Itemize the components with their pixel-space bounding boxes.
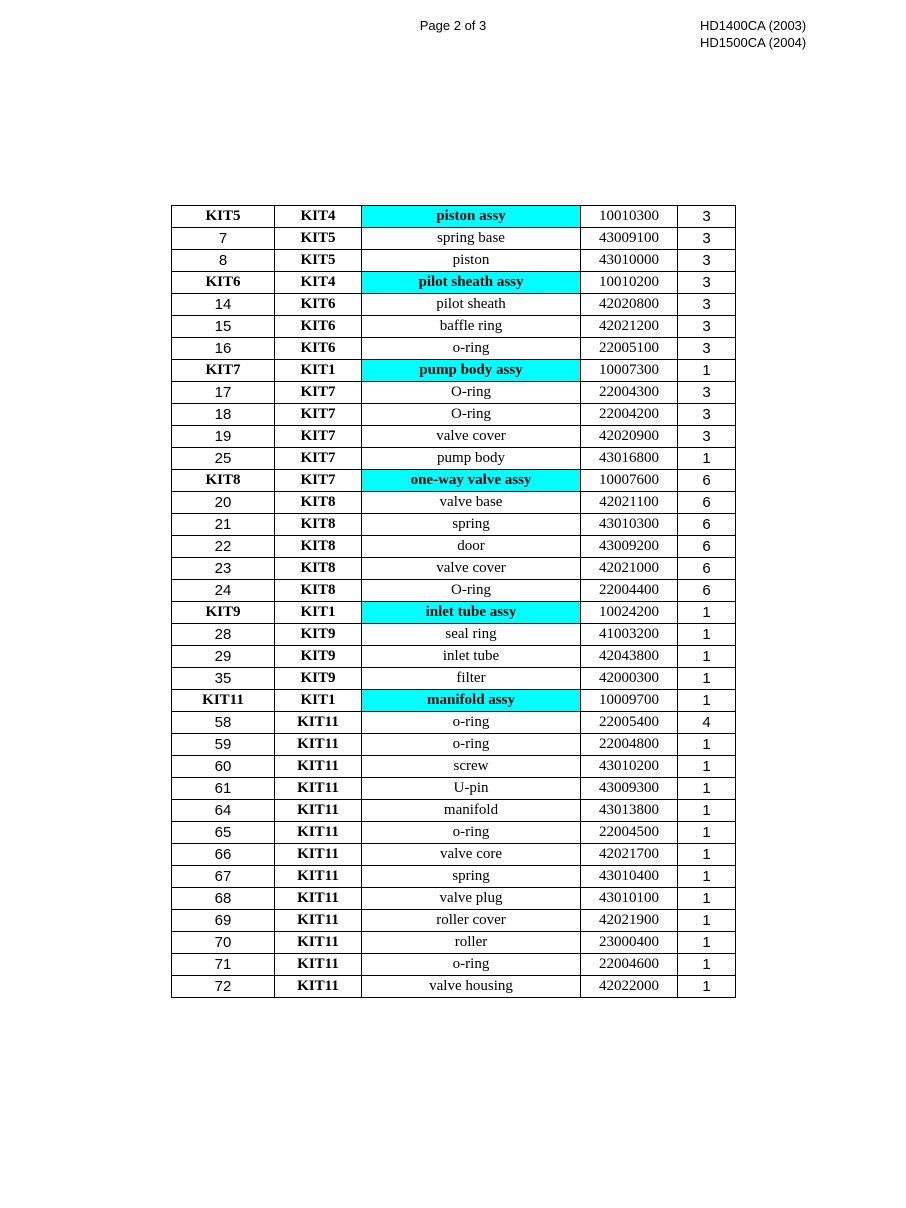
- table-row: [172, 734, 736, 756]
- cell-kit: KIT9: [275, 624, 362, 646]
- cell-description: manifold: [362, 800, 581, 822]
- table-row: [172, 448, 736, 470]
- cell-ref: 25: [172, 448, 275, 470]
- table-row: [172, 844, 736, 866]
- table-row: [172, 514, 736, 536]
- cell-description: inlet tube assy: [362, 602, 581, 624]
- table-row: [172, 668, 736, 690]
- parts-table: [171, 205, 736, 998]
- cell-part-number: 22004300: [581, 382, 678, 404]
- table-row-assembly: [172, 470, 736, 492]
- table-row: [172, 778, 736, 800]
- table-row: [172, 558, 736, 580]
- cell-kit: KIT11: [275, 866, 362, 888]
- cell-ref: 24: [172, 580, 275, 602]
- cell-part-number: 41003200: [581, 624, 678, 646]
- cell-part-number: 22004400: [581, 580, 678, 602]
- cell-part-number: 22004600: [581, 954, 678, 976]
- cell-ref: 65: [172, 822, 275, 844]
- cell-kit: KIT6: [275, 338, 362, 360]
- cell-quantity: 3: [678, 426, 736, 448]
- cell-quantity: 1: [678, 800, 736, 822]
- cell-ref: 7: [172, 228, 275, 250]
- cell-part-number: 42021000: [581, 558, 678, 580]
- cell-ref: 60: [172, 756, 275, 778]
- table-row: [172, 338, 736, 360]
- cell-description: baffle ring: [362, 316, 581, 338]
- cell-part-number: 43010000: [581, 250, 678, 272]
- cell-part-number: 22004200: [581, 404, 678, 426]
- cell-description: piston assy: [362, 206, 581, 228]
- cell-description: pump body: [362, 448, 581, 470]
- cell-description: one-way valve assy: [362, 470, 581, 492]
- cell-ref: 17: [172, 382, 275, 404]
- cell-kit: KIT6: [275, 316, 362, 338]
- cell-kit: KIT11: [275, 976, 362, 998]
- cell-quantity: 6: [678, 536, 736, 558]
- cell-part-number: 42020900: [581, 426, 678, 448]
- model-line: HD1400CA (2003): [700, 18, 807, 33]
- cell-kit: KIT11: [275, 778, 362, 800]
- cell-part-number: 42021700: [581, 844, 678, 866]
- cell-part-number: 43010200: [581, 756, 678, 778]
- cell-description: O-ring: [362, 382, 581, 404]
- table-row: [172, 910, 736, 932]
- cell-kit: KIT8: [275, 580, 362, 602]
- cell-kit: KIT5: [275, 228, 362, 250]
- cell-ref: KIT11: [172, 690, 275, 712]
- cell-quantity: 1: [678, 932, 736, 954]
- cell-quantity: 1: [678, 822, 736, 844]
- cell-description: U-pin: [362, 778, 581, 800]
- table-row: [172, 888, 736, 910]
- cell-description: o-ring: [362, 822, 581, 844]
- cell-ref: 68: [172, 888, 275, 910]
- table-row: [172, 580, 736, 602]
- cell-description: door: [362, 536, 581, 558]
- cell-ref: 28: [172, 624, 275, 646]
- table-row: [172, 294, 736, 316]
- cell-ref: KIT6: [172, 272, 275, 294]
- cell-quantity: 3: [678, 206, 736, 228]
- cell-description: roller cover: [362, 910, 581, 932]
- cell-kit: KIT11: [275, 844, 362, 866]
- cell-quantity: 1: [678, 866, 736, 888]
- cell-description: pilot sheath assy: [362, 272, 581, 294]
- cell-description: seal ring: [362, 624, 581, 646]
- cell-description: o-ring: [362, 338, 581, 360]
- cell-quantity: 1: [678, 778, 736, 800]
- cell-ref: 16: [172, 338, 275, 360]
- cell-quantity: 1: [678, 690, 736, 712]
- cell-part-number: 43010100: [581, 888, 678, 910]
- cell-ref: 18: [172, 404, 275, 426]
- cell-quantity: 1: [678, 910, 736, 932]
- cell-description: o-ring: [362, 712, 581, 734]
- cell-ref: 67: [172, 866, 275, 888]
- cell-part-number: 10007600: [581, 470, 678, 492]
- cell-description: valve cover: [362, 426, 581, 448]
- cell-quantity: 1: [678, 668, 736, 690]
- cell-kit: KIT7: [275, 470, 362, 492]
- cell-description: piston: [362, 250, 581, 272]
- cell-kit: KIT11: [275, 910, 362, 932]
- cell-ref: 20: [172, 492, 275, 514]
- cell-description: valve core: [362, 844, 581, 866]
- cell-description: o-ring: [362, 734, 581, 756]
- table-row: [172, 800, 736, 822]
- cell-part-number: 43009200: [581, 536, 678, 558]
- table-row: [172, 228, 736, 250]
- cell-part-number: 23000400: [581, 932, 678, 954]
- cell-quantity: 1: [678, 360, 736, 382]
- cell-part-number: 10009700: [581, 690, 678, 712]
- cell-kit: KIT4: [275, 272, 362, 294]
- cell-ref: 64: [172, 800, 275, 822]
- cell-kit: KIT11: [275, 932, 362, 954]
- cell-kit: KIT7: [275, 382, 362, 404]
- table-row: [172, 536, 736, 558]
- table-row: [172, 976, 736, 998]
- cell-description: valve plug: [362, 888, 581, 910]
- cell-description: valve cover: [362, 558, 581, 580]
- cell-ref: 14: [172, 294, 275, 316]
- cell-quantity: 1: [678, 734, 736, 756]
- cell-ref: 22: [172, 536, 275, 558]
- cell-quantity: 3: [678, 272, 736, 294]
- cell-kit: KIT8: [275, 558, 362, 580]
- cell-kit: KIT7: [275, 426, 362, 448]
- table-row: [172, 646, 736, 668]
- cell-quantity: 1: [678, 976, 736, 998]
- cell-quantity: 3: [678, 228, 736, 250]
- cell-kit: KIT1: [275, 360, 362, 382]
- cell-description: screw: [362, 756, 581, 778]
- table-row: [172, 382, 736, 404]
- table-row-assembly: [172, 272, 736, 294]
- cell-kit: KIT11: [275, 756, 362, 778]
- cell-ref: 35: [172, 668, 275, 690]
- cell-part-number: 10024200: [581, 602, 678, 624]
- cell-description: roller: [362, 932, 581, 954]
- cell-ref: 70: [172, 932, 275, 954]
- cell-quantity: 6: [678, 580, 736, 602]
- cell-quantity: 3: [678, 338, 736, 360]
- cell-description: pilot sheath: [362, 294, 581, 316]
- cell-part-number: 22005400: [581, 712, 678, 734]
- cell-ref: KIT5: [172, 206, 275, 228]
- cell-ref: 58: [172, 712, 275, 734]
- cell-part-number: 43013800: [581, 800, 678, 822]
- cell-part-number: 43016800: [581, 448, 678, 470]
- cell-kit: KIT4: [275, 206, 362, 228]
- cell-part-number: 42022000: [581, 976, 678, 998]
- cell-kit: KIT8: [275, 514, 362, 536]
- cell-kit: KIT5: [275, 250, 362, 272]
- cell-description: filter: [362, 668, 581, 690]
- cell-kit: KIT11: [275, 954, 362, 976]
- table-row: [172, 426, 736, 448]
- cell-part-number: 42043800: [581, 646, 678, 668]
- parts-table-body: [172, 206, 736, 998]
- cell-part-number: 43009300: [581, 778, 678, 800]
- cell-ref: 8: [172, 250, 275, 272]
- cell-part-number: 22004800: [581, 734, 678, 756]
- cell-ref: KIT9: [172, 602, 275, 624]
- cell-part-number: 43009100: [581, 228, 678, 250]
- cell-quantity: 1: [678, 646, 736, 668]
- cell-ref: KIT8: [172, 470, 275, 492]
- cell-quantity: 1: [678, 888, 736, 910]
- cell-part-number: 22005100: [581, 338, 678, 360]
- cell-kit: KIT11: [275, 822, 362, 844]
- cell-kit: KIT8: [275, 492, 362, 514]
- table-row-assembly: [172, 602, 736, 624]
- cell-description: O-ring: [362, 404, 581, 426]
- cell-quantity: 3: [678, 316, 736, 338]
- cell-quantity: 6: [678, 492, 736, 514]
- model-list: [700, 17, 860, 51]
- cell-ref: 21: [172, 514, 275, 536]
- table-row: [172, 624, 736, 646]
- cell-part-number: 42021200: [581, 316, 678, 338]
- cell-kit: KIT11: [275, 712, 362, 734]
- cell-kit: KIT7: [275, 448, 362, 470]
- cell-quantity: 3: [678, 382, 736, 404]
- cell-description: inlet tube: [362, 646, 581, 668]
- cell-kit: KIT7: [275, 404, 362, 426]
- cell-part-number: 42000300: [581, 668, 678, 690]
- cell-ref: 29: [172, 646, 275, 668]
- cell-quantity: 1: [678, 954, 736, 976]
- cell-ref: 59: [172, 734, 275, 756]
- cell-part-number: 10007300: [581, 360, 678, 382]
- cell-part-number: 22004500: [581, 822, 678, 844]
- cell-quantity: 3: [678, 294, 736, 316]
- cell-quantity: 6: [678, 514, 736, 536]
- table-row: [172, 954, 736, 976]
- cell-ref: KIT7: [172, 360, 275, 382]
- cell-ref: 15: [172, 316, 275, 338]
- cell-part-number: 10010300: [581, 206, 678, 228]
- cell-kit: KIT1: [275, 602, 362, 624]
- page-number: Page 2 of 3: [419, 18, 487, 33]
- cell-quantity: 1: [678, 756, 736, 778]
- cell-part-number: 42021900: [581, 910, 678, 932]
- cell-description: O-ring: [362, 580, 581, 602]
- cell-description: spring: [362, 866, 581, 888]
- cell-description: manifold assy: [362, 690, 581, 712]
- cell-ref: 69: [172, 910, 275, 932]
- cell-kit: KIT9: [275, 668, 362, 690]
- table-row: [172, 712, 736, 734]
- cell-ref: 19: [172, 426, 275, 448]
- table-row: [172, 866, 736, 888]
- cell-part-number: 42020800: [581, 294, 678, 316]
- cell-kit: KIT6: [275, 294, 362, 316]
- cell-kit: KIT11: [275, 800, 362, 822]
- cell-kit: KIT11: [275, 734, 362, 756]
- table-row: [172, 932, 736, 954]
- cell-part-number: 43010400: [581, 866, 678, 888]
- cell-kit: KIT11: [275, 888, 362, 910]
- cell-description: valve housing: [362, 976, 581, 998]
- cell-quantity: 1: [678, 844, 736, 866]
- table-row-assembly: [172, 690, 736, 712]
- cell-description: pump body assy: [362, 360, 581, 382]
- cell-ref: 71: [172, 954, 275, 976]
- table-row: [172, 404, 736, 426]
- cell-kit: KIT9: [275, 646, 362, 668]
- table-row-assembly: [172, 360, 736, 382]
- cell-part-number: 10010200: [581, 272, 678, 294]
- table-row: [172, 316, 736, 338]
- cell-part-number: 42021100: [581, 492, 678, 514]
- cell-part-number: 43010300: [581, 514, 678, 536]
- table-row: [172, 492, 736, 514]
- table-row: [172, 250, 736, 272]
- cell-description: valve base: [362, 492, 581, 514]
- cell-quantity: 1: [678, 448, 736, 470]
- cell-ref: 72: [172, 976, 275, 998]
- cell-ref: 66: [172, 844, 275, 866]
- cell-kit: KIT8: [275, 536, 362, 558]
- cell-description: o-ring: [362, 954, 581, 976]
- cell-quantity: 1: [678, 624, 736, 646]
- cell-quantity: 4: [678, 712, 736, 734]
- cell-ref: 61: [172, 778, 275, 800]
- cell-quantity: 3: [678, 250, 736, 272]
- table-row: [172, 822, 736, 844]
- model-line: HD1500CA (2004): [700, 35, 807, 50]
- cell-quantity: 3: [678, 404, 736, 426]
- cell-quantity: 1: [678, 602, 736, 624]
- cell-ref: 23: [172, 558, 275, 580]
- table-row-assembly: [172, 206, 736, 228]
- cell-quantity: 6: [678, 470, 736, 492]
- cell-description: spring base: [362, 228, 581, 250]
- cell-kit: KIT1: [275, 690, 362, 712]
- table-row: [172, 756, 736, 778]
- cell-description: spring: [362, 514, 581, 536]
- cell-quantity: 6: [678, 558, 736, 580]
